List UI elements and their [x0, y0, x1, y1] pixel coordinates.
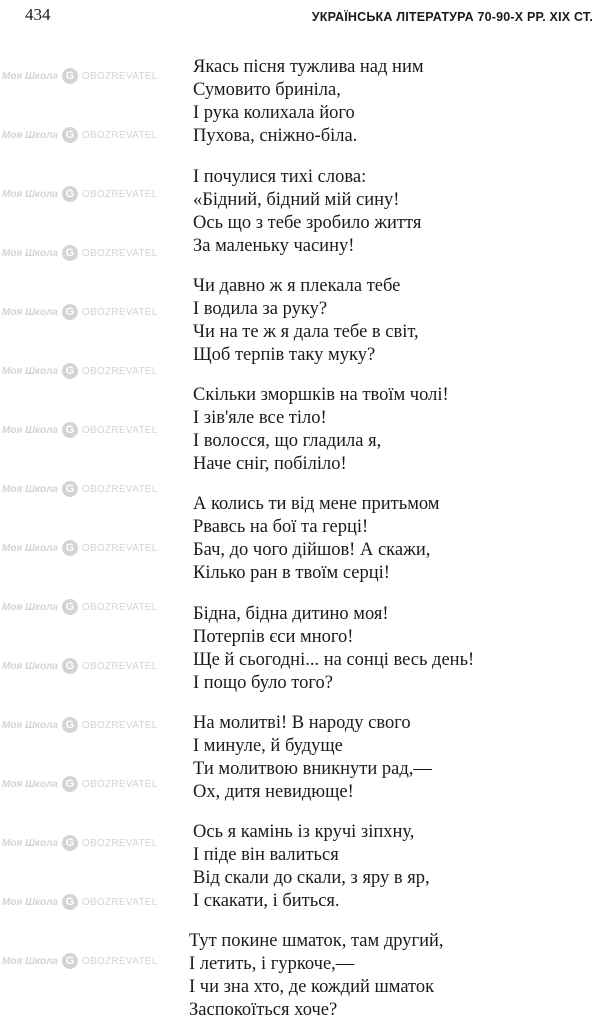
poem-line: Рвавсь на бої та герці! [193, 517, 369, 537]
watermark-brand-text: OBOZREVATEL [81, 483, 158, 495]
watermark-brand-text: OBOZREVATEL [81, 306, 158, 318]
watermark-logo-icon: G [62, 186, 78, 202]
watermark-brand-text: OBOZREVATEL [81, 247, 158, 259]
watermark-school-text: Моя Школа [2, 247, 58, 259]
poem-line: І почулися тихі слова: [193, 167, 367, 187]
poem-line: Сумовито бриніла, [193, 80, 341, 100]
watermark-logo-icon: G [62, 540, 78, 556]
poem-line: Якась пісня тужлива над ним [193, 57, 424, 77]
watermark-brand-text: OBOZREVATEL [81, 955, 158, 967]
poem-line: На молитві! В народу свого [193, 713, 411, 733]
watermark [2, 68, 158, 84]
watermark-logo-icon: G [62, 658, 78, 674]
watermark-logo-icon: G [62, 894, 78, 910]
watermark-logo-icon: G [62, 717, 78, 733]
poem-line: І водила за руку? [193, 299, 328, 319]
watermark [2, 245, 158, 261]
stanza [193, 384, 449, 476]
watermark [2, 599, 158, 615]
watermark-brand-text: OBOZREVATEL [81, 778, 158, 790]
poem-line: І чи зна хто, де кождий шматок [189, 977, 435, 997]
watermark-logo-icon: G [62, 127, 78, 143]
poem-line: Бач, до чого дійшов! А скажи, [193, 540, 431, 560]
stanza [189, 930, 444, 1022]
poem-line: Ось що з тебе зробило життя [193, 213, 422, 233]
watermark-logo-icon: G [62, 481, 78, 497]
stanza [193, 712, 432, 804]
poem-line: Чи давно ж я плекала тебе [193, 276, 401, 296]
page-number: 434 [25, 5, 51, 24]
watermark-school-text: Моя Школа [2, 778, 58, 790]
stanza [193, 56, 424, 148]
watermark-school-text: Моя Школа [2, 719, 58, 731]
poem-line: «Бідний, бідний мій сину! [193, 190, 400, 210]
watermark-brand-text: OBOZREVATEL [81, 129, 158, 141]
poem-line: А колись ти від мене притьмом [193, 494, 440, 514]
running-title: УКРАЇНСЬКА ЛІТЕРАТУРА 70-90-Х РР. XIX СТ. [311, 10, 593, 24]
poem-line: Чи на те ж я дала тебе в світ, [193, 322, 419, 342]
watermark-logo-icon: G [62, 599, 78, 615]
watermark-school-text: Моя Школа [2, 306, 58, 318]
poem-line: Ще й сьогодні... на сонці весь день! [193, 650, 475, 670]
watermark-school-text: Моя Школа [2, 542, 58, 554]
watermark [2, 717, 158, 733]
poem-line: Кілько ран в твоїм серці! [193, 563, 390, 583]
watermark-brand-text: OBOZREVATEL [81, 424, 158, 436]
poem-line: За маленьку часину! [193, 236, 355, 256]
watermark-logo-icon: G [62, 953, 78, 969]
watermark-logo-icon: G [62, 776, 78, 792]
watermark-brand-text: OBOZREVATEL [81, 719, 158, 731]
watermark-school-text: Моя Школа [2, 483, 58, 495]
watermark-brand-text: OBOZREVATEL [81, 188, 158, 200]
watermark-school-text: Моя Школа [2, 424, 58, 436]
watermark-logo-icon: G [62, 304, 78, 320]
poem-line: Ти молитвою вникнути рад,— [193, 759, 432, 779]
watermark-school-text: Моя Школа [2, 896, 58, 908]
poem-line: Ох, дитя невидюще! [193, 782, 354, 802]
watermark-logo-icon: G [62, 68, 78, 84]
watermark [2, 363, 158, 379]
stanza [193, 821, 430, 913]
watermark [2, 658, 158, 674]
stanza [193, 493, 440, 585]
watermark [2, 481, 158, 497]
poem-line: І рука колихала його [193, 103, 355, 123]
watermark [2, 127, 158, 143]
poem-line: Пухова, сніжно-біла. [193, 126, 358, 146]
poem-line: Потерпів єси много! [193, 627, 354, 647]
watermark [2, 953, 158, 969]
watermark-logo-icon: G [62, 422, 78, 438]
watermark [2, 186, 158, 202]
watermark-brand-text: OBOZREVATEL [81, 601, 158, 613]
stanza [193, 275, 419, 367]
poem-line: Від скали до скали, з яру в яр, [193, 868, 430, 888]
watermark [2, 894, 158, 910]
poem-line: Наче сніг, побіліло! [193, 454, 347, 474]
watermark-brand-text: OBOZREVATEL [81, 542, 158, 554]
watermark-brand-text: OBOZREVATEL [81, 660, 158, 672]
poem-line: І піде він валиться [193, 845, 339, 865]
watermark-school-text: Моя Школа [2, 365, 58, 377]
poem-line: Ось я камінь із кручі зіпхну, [193, 822, 415, 842]
watermark-school-text: Моя Школа [2, 70, 58, 82]
poem-line: Щоб терпів таку муку? [193, 345, 376, 365]
watermark-school-text: Моя Школа [2, 188, 58, 200]
watermark-school-text: Моя Школа [2, 660, 58, 672]
poem-line: І летить, і гуркоче,— [189, 954, 355, 974]
stanza [193, 166, 421, 258]
poem-line: І минуле, й будуще [193, 736, 343, 756]
watermark-logo-icon: G [62, 363, 78, 379]
watermark [2, 540, 158, 556]
watermark [2, 835, 158, 851]
watermark [2, 304, 158, 320]
poem-line: Скільки зморшків на твоїм чолі! [193, 385, 449, 405]
watermark-logo-icon: G [62, 835, 78, 851]
poem-line: Заспокоїться хоче? [189, 1000, 338, 1020]
poem-line: І волосся, що гладила я, [193, 431, 382, 451]
watermark-school-text: Моя Школа [2, 601, 58, 613]
watermark-school-text: Моя Школа [2, 837, 58, 849]
poem-line: І пощо було того? [193, 673, 333, 693]
watermark-brand-text: OBOZREVATEL [81, 837, 158, 849]
stanza [193, 603, 474, 695]
watermark-brand-text: OBOZREVATEL [81, 896, 158, 908]
poem-line: Бідна, бідна дитино моя! [193, 604, 389, 624]
watermark [2, 776, 158, 792]
poem-line: І зів'яле все тіло! [193, 408, 327, 428]
poem-line: І скакати, і биться. [193, 891, 340, 911]
poem-line: Тут покине шматок, там другий, [189, 931, 444, 951]
watermark-brand-text: OBOZREVATEL [81, 365, 158, 377]
watermark-logo-icon: G [62, 245, 78, 261]
watermark-brand-text: OBOZREVATEL [81, 70, 158, 82]
watermark-school-text: Моя Школа [2, 955, 58, 967]
watermark [2, 422, 158, 438]
watermark-school-text: Моя Школа [2, 129, 58, 141]
